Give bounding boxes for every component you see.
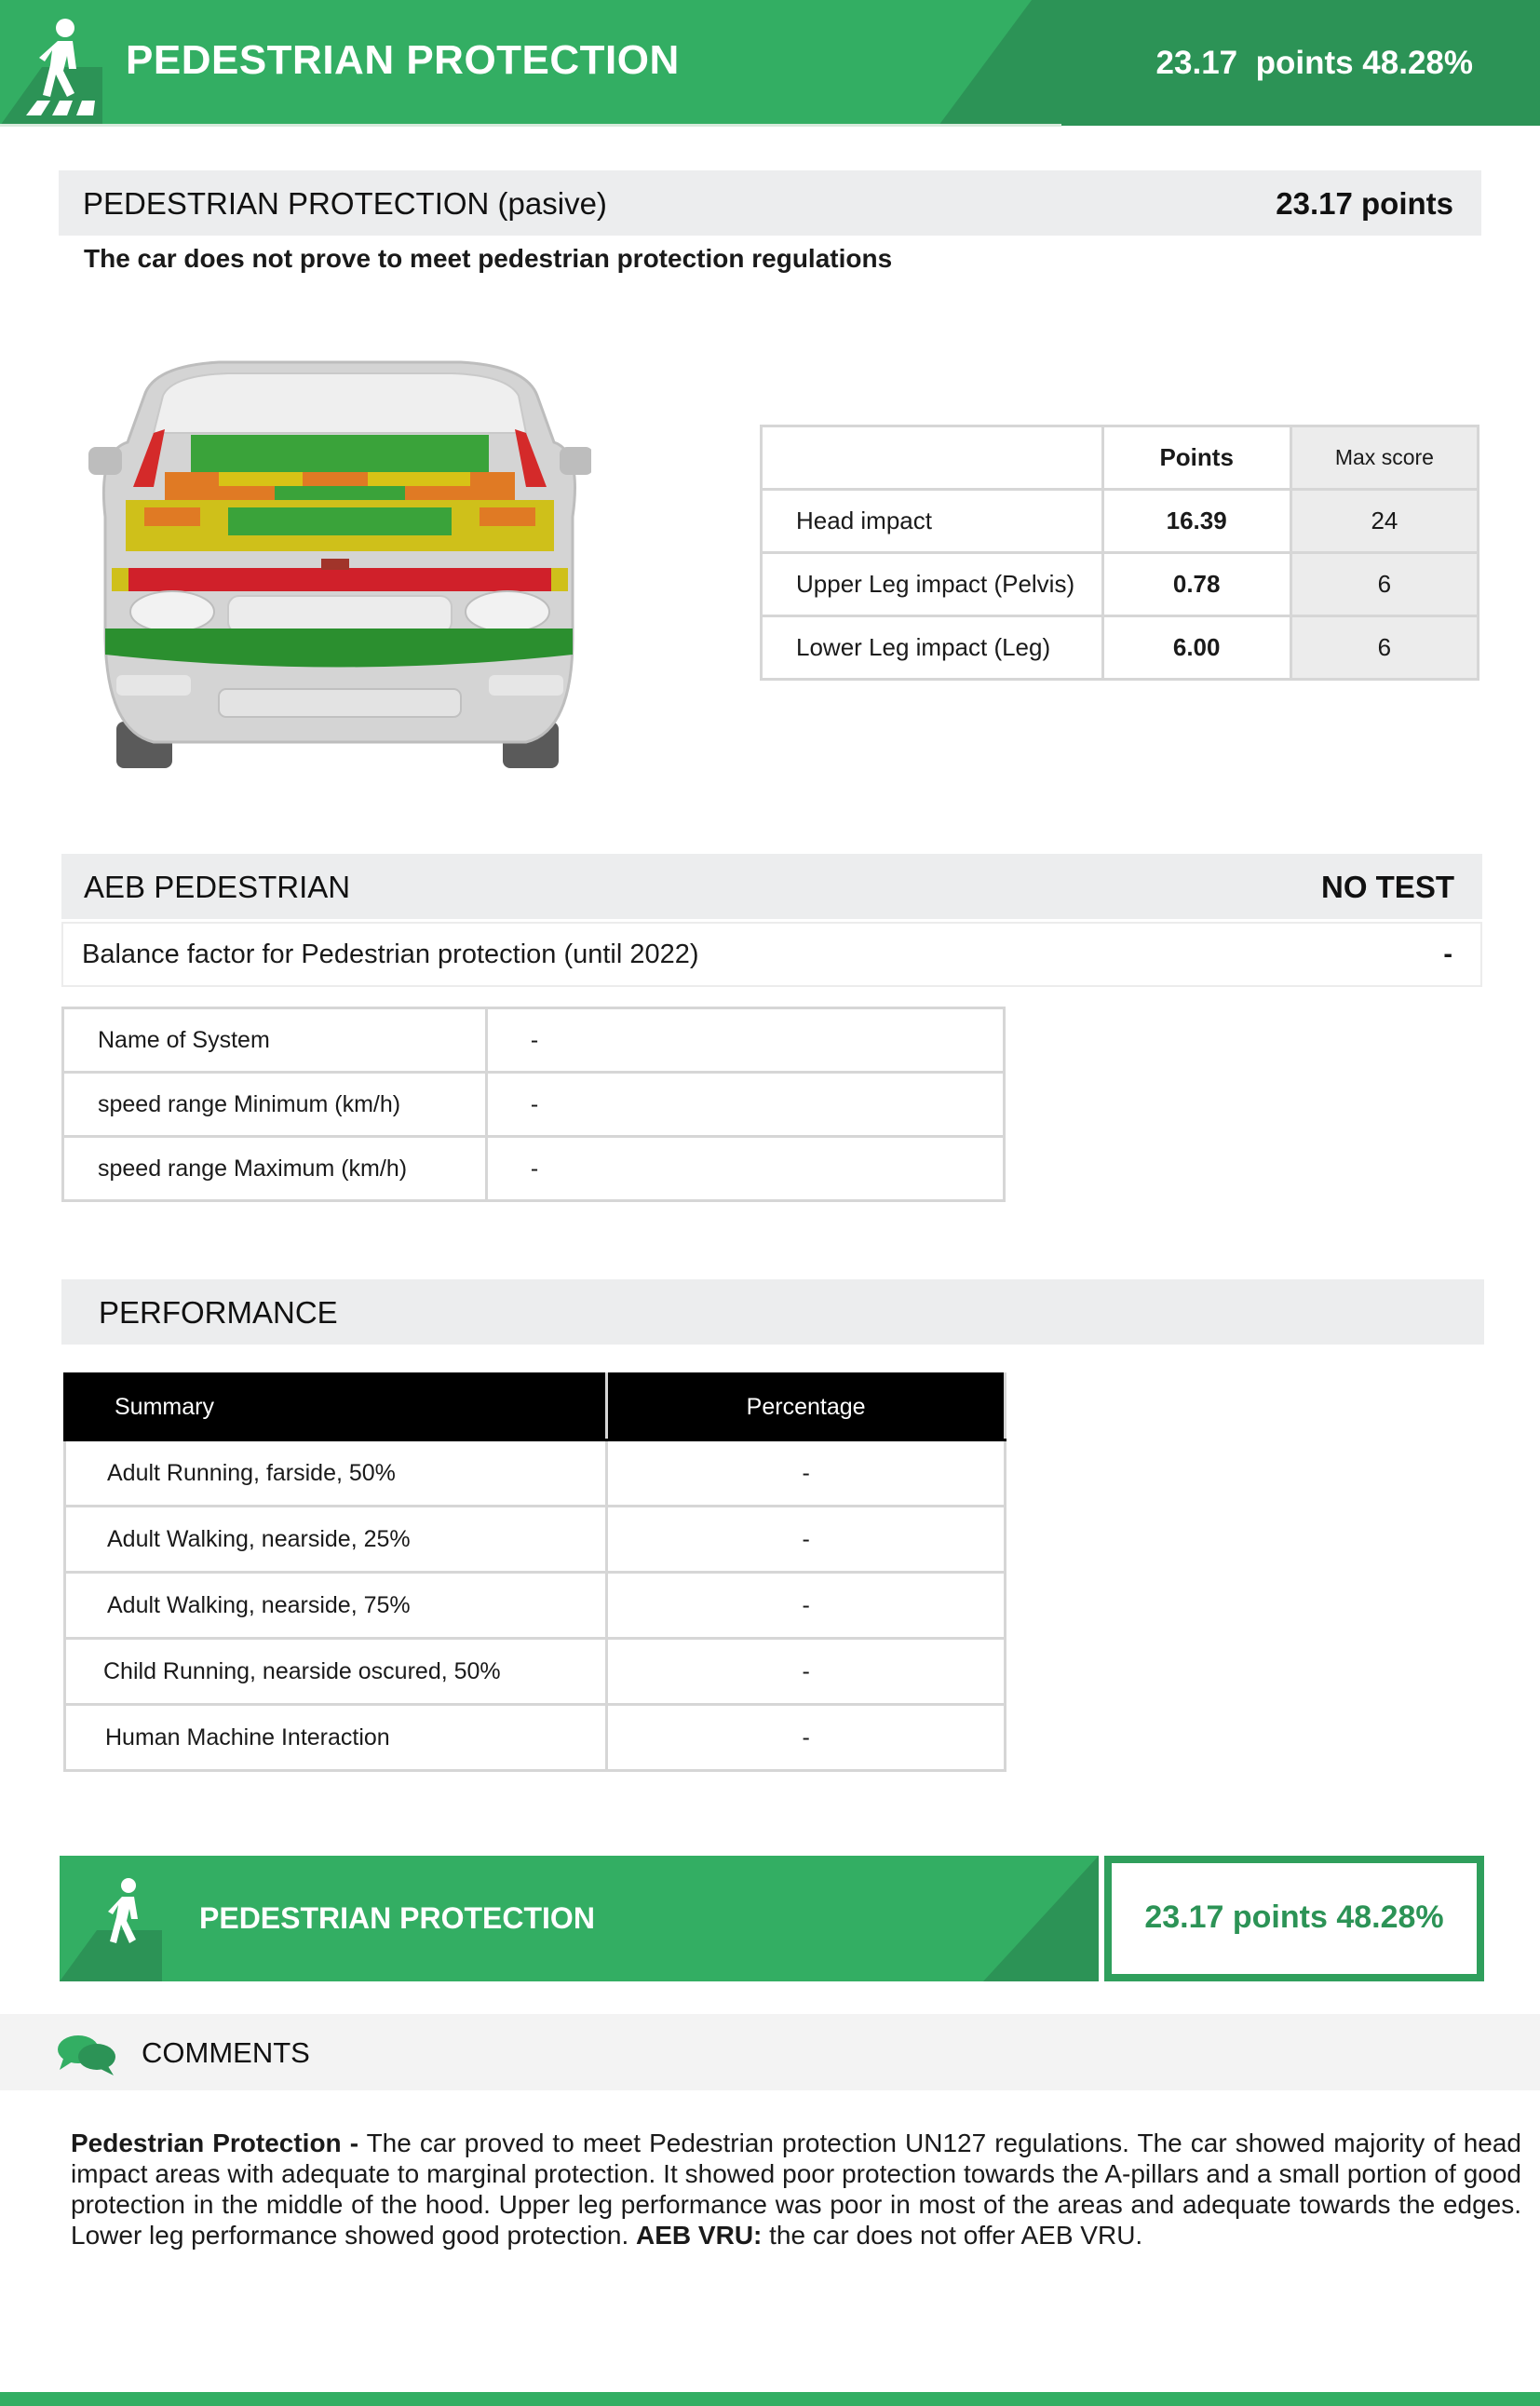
hood-yellow-patch-2 bbox=[368, 472, 470, 486]
table-row bbox=[65, 1573, 1006, 1639]
top-banner bbox=[0, 0, 1540, 126]
aeb-row-value: - bbox=[486, 1073, 1004, 1137]
table-row bbox=[63, 1137, 1005, 1201]
table-row bbox=[63, 1008, 1005, 1073]
right-mirror bbox=[560, 447, 591, 475]
header-divider bbox=[0, 124, 1061, 127]
comments-header bbox=[0, 2014, 1540, 2090]
table-row bbox=[65, 1705, 1006, 1771]
balance-factor-label: Balance factor for Pedestrian protection (until 2022) bbox=[82, 939, 699, 969]
performance-row-label: Adult Walking, nearside, 25% bbox=[65, 1507, 607, 1573]
summary-score: 23.17 points 48.28% bbox=[1144, 1899, 1444, 1935]
comments-body-1: The car proved to meet Pedestrian protection UN127 regulations. The car showed majority of head impact areas with adequate to marginal protection. It showed poor protection towards the A-pillars and a small portion of good protection in the middle of the hood. Upper leg performance was poor in most of the areas and adequate towards the edges. Lower leg performance showed good protection. bbox=[71, 2129, 1521, 2250]
pasive-section-header bbox=[59, 170, 1481, 236]
table-row bbox=[65, 1507, 1006, 1573]
aeb-system-table bbox=[61, 1007, 1006, 1202]
hood-orange-patch-left bbox=[144, 507, 200, 526]
impact-points: 16.39 bbox=[1102, 490, 1290, 553]
performance-row-value: - bbox=[607, 1440, 1006, 1507]
pedestrian-crossing-icon bbox=[24, 15, 99, 117]
performance-row-value: - bbox=[607, 1573, 1006, 1639]
table-row bbox=[63, 1073, 1005, 1137]
comments-paragraph bbox=[71, 2128, 1521, 2251]
impact-label: Upper Leg impact (Pelvis) bbox=[762, 553, 1103, 616]
aeb-section-header bbox=[61, 854, 1482, 919]
pasive-note: The car does not prove to meet pedestrian protection regulations bbox=[84, 244, 893, 273]
page-title: PEDESTRIAN PROTECTION bbox=[126, 37, 680, 83]
comments-lead-2: AEB VRU: bbox=[636, 2221, 763, 2250]
hood-upper-green-zone bbox=[191, 435, 489, 472]
left-mirror bbox=[88, 447, 122, 475]
performance-table-header bbox=[65, 1374, 1006, 1440]
pasive-title: PEDESTRIAN PROTECTION (pasive) bbox=[83, 186, 607, 221]
performance-row-label: Adult Running, farside, 50% bbox=[65, 1440, 607, 1507]
grille-badge bbox=[321, 559, 349, 570]
pedestrian-icon bbox=[97, 1876, 155, 1960]
performance-table bbox=[63, 1372, 1006, 1772]
impact-label: Head impact bbox=[762, 490, 1103, 553]
upper-leg-edge-right bbox=[551, 568, 568, 591]
impact-table-header bbox=[762, 426, 1479, 490]
aeb-row-label: speed range Minimum (km/h) bbox=[63, 1073, 487, 1137]
balance-factor-row bbox=[61, 922, 1482, 987]
car-impact-diagram bbox=[88, 358, 591, 777]
balance-factor-value: - bbox=[1443, 939, 1452, 969]
aeb-title: AEB PEDESTRIAN bbox=[84, 870, 351, 904]
header-score: 23.17 points 48.28% bbox=[1155, 45, 1473, 81]
table-row bbox=[762, 616, 1479, 680]
performance-section-header bbox=[61, 1279, 1484, 1345]
impact-points: 0.78 bbox=[1102, 553, 1290, 616]
comments-body-2: the car does not offer AEB VRU. bbox=[762, 2221, 1143, 2250]
table-row bbox=[65, 1639, 1006, 1705]
left-headlight bbox=[130, 591, 214, 632]
performance-row-label: Human Machine Interaction bbox=[65, 1705, 607, 1771]
front-grille bbox=[228, 596, 452, 633]
summary-dark-wedge bbox=[983, 1856, 1099, 1981]
table-row bbox=[762, 490, 1479, 553]
comments-lead: Pedestrian Protection - bbox=[71, 2129, 359, 2157]
impact-points: 6.00 bbox=[1102, 616, 1290, 680]
aeb-row-value: - bbox=[486, 1008, 1004, 1073]
performance-row-label: Adult Walking, nearside, 75% bbox=[65, 1573, 607, 1639]
performance-title: PERFORMANCE bbox=[99, 1295, 338, 1330]
aeb-row-value: - bbox=[486, 1137, 1004, 1201]
left-fog-light bbox=[116, 675, 191, 696]
lower-bumper-intake bbox=[219, 689, 461, 717]
upper-leg-zone bbox=[112, 568, 568, 591]
table-row bbox=[65, 1440, 1006, 1507]
hood-center-green-zone bbox=[228, 507, 452, 535]
impact-max: 6 bbox=[1290, 553, 1478, 616]
summary-title: PEDESTRIAN PROTECTION bbox=[199, 1901, 595, 1935]
performance-row-value: - bbox=[607, 1507, 1006, 1573]
performance-header-percentage: Percentage bbox=[607, 1374, 1006, 1440]
hood-orange-patch-right bbox=[480, 507, 535, 526]
aeb-row-label: speed range Maximum (km/h) bbox=[63, 1137, 487, 1201]
performance-row-value: - bbox=[607, 1639, 1006, 1705]
windshield bbox=[154, 373, 526, 433]
impact-table bbox=[760, 425, 1479, 681]
performance-row-value: - bbox=[607, 1705, 1006, 1771]
aeb-result: NO TEST bbox=[1320, 870, 1454, 904]
impact-max: 6 bbox=[1290, 616, 1478, 680]
impact-label: Lower Leg impact (Leg) bbox=[762, 616, 1103, 680]
performance-row-label: Child Running, nearside oscured, 50% bbox=[65, 1639, 607, 1705]
right-fog-light bbox=[489, 675, 563, 696]
impact-header-max: Max score bbox=[1290, 426, 1478, 490]
summary-score-box bbox=[1104, 1856, 1484, 1981]
upper-leg-edge-left bbox=[112, 568, 128, 591]
impact-header-empty bbox=[762, 426, 1103, 490]
impact-max: 24 bbox=[1290, 490, 1478, 553]
aeb-row-label: Name of System bbox=[63, 1008, 487, 1073]
pasive-points: 23.17 points bbox=[1276, 186, 1453, 221]
impact-header-points: Points bbox=[1102, 426, 1290, 490]
performance-header-summary: Summary bbox=[65, 1374, 607, 1440]
table-row bbox=[762, 553, 1479, 616]
comments-label: COMMENTS bbox=[142, 2036, 310, 2069]
speech-bubbles-icon bbox=[56, 2033, 117, 2075]
hood-green-patch bbox=[275, 486, 405, 500]
summary-banner bbox=[60, 1856, 1099, 1981]
right-headlight bbox=[466, 591, 549, 632]
footer-strip bbox=[0, 2392, 1540, 2406]
hood-yellow-patch-1 bbox=[219, 472, 303, 486]
